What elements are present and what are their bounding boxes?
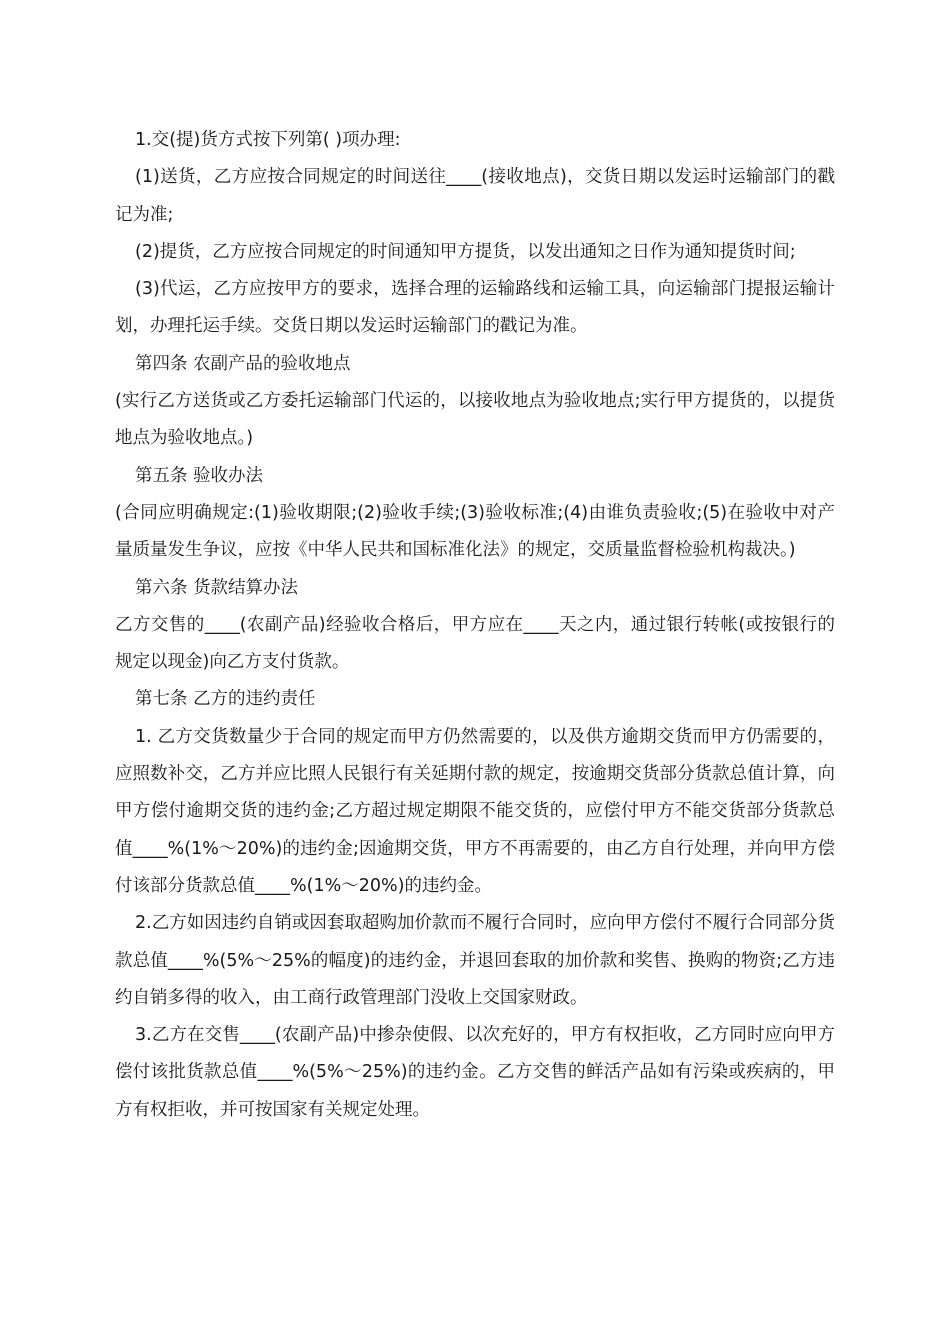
paragraph-delivery-option-1: (1)送货，乙方应按合同规定的时间送往____(接收地点)，交货日期以发运时运输部门的戳记为准; bbox=[115, 167, 835, 225]
document-body bbox=[115, 122, 835, 1129]
heading-article-4: 第四条 农副产品的验收地点 bbox=[135, 353, 351, 374]
paragraph-delivery-method: 1.交(提)货方式按下列第( )项办理: bbox=[135, 130, 401, 150]
paragraph-article-7-clause-3: 3.乙方在交售____(农副产品)中掺杂使假、以次充好的，甲方有权拒收，乙方同时应向甲方偿付该批货款总值____%(5%～25%)的违约金。乙方交售的鲜活产品如有污染或疾病的，甲方有权拒收，并可按国家有关规定处理。 bbox=[115, 1025, 835, 1120]
paragraph-article-7-clause-1: 1. 乙方交货数量少于合同的规定而甲方仍然需要的，以及供方逾期交货而甲方仍需要的，应照数补交，乙方并应比照人民银行有关延期付款的规定，按逾期交货部分货款总值计算，向甲方偿付逾期交货的违约金;乙方超过规定期限不能交货的，应偿付甲方不能交货部分货款总值____%(1%～20%)的违约金;因逾期交货，甲方不再需要的，由乙方自行处理，并向甲方偿付该部分货款总值____%(1%～20%)的违约金。 bbox=[115, 726, 835, 896]
paragraph-delivery-option-3: (3)代运，乙方应按甲方的要求，选择合理的运输路线和运输工具，向运输部门提报运输计划，办理托运手续。交货日期以发运时运输部门的戳记为准。 bbox=[115, 279, 835, 337]
paragraph-article-5-body: (合同应明确规定:(1)验收期限;(2)验收手续;(3)验收标准;(4)由谁负责验收;(5)在验收中对产量质量发生争议，应按《中华人民共和国标准化法》的规定，交质量监督检验机构裁决。) bbox=[115, 502, 835, 561]
paragraph-delivery-option-2: (2)提货，乙方应按合同规定的时间通知甲方提货，以发出通知之日作为通知提货时间; bbox=[135, 241, 796, 262]
heading-article-5: 第五条 验收办法 bbox=[135, 465, 264, 486]
paragraph-article-4-body: (实行乙方送货或乙方委托运输部门代运的，以接收地点为验收地点;实行甲方提货的，以提货地点为验收地点。) bbox=[115, 391, 835, 449]
paragraph-article-7-clause-2: 2.乙方如因违约自销或因套取超购加价款而不履行合同时，应向甲方偿付不履行合同部分货款总值____%(5%～25%的幅度)的违约金，并退回套取的加价款和奖售、换购的物资;乙方违约自销多得的收入，由工商行政管理部门没收上交国家财政。 bbox=[115, 913, 835, 1008]
heading-article-7: 第七条 乙方的违约责任 bbox=[135, 689, 316, 710]
heading-article-6: 第六条 货款结算办法 bbox=[135, 577, 299, 598]
paragraph-article-6-body: 乙方交售的____(农副产品)经验收合格后，甲方应在____天之内，通过银行转帐(或按银行的规定以现金)向乙方支付货款。 bbox=[115, 614, 835, 673]
